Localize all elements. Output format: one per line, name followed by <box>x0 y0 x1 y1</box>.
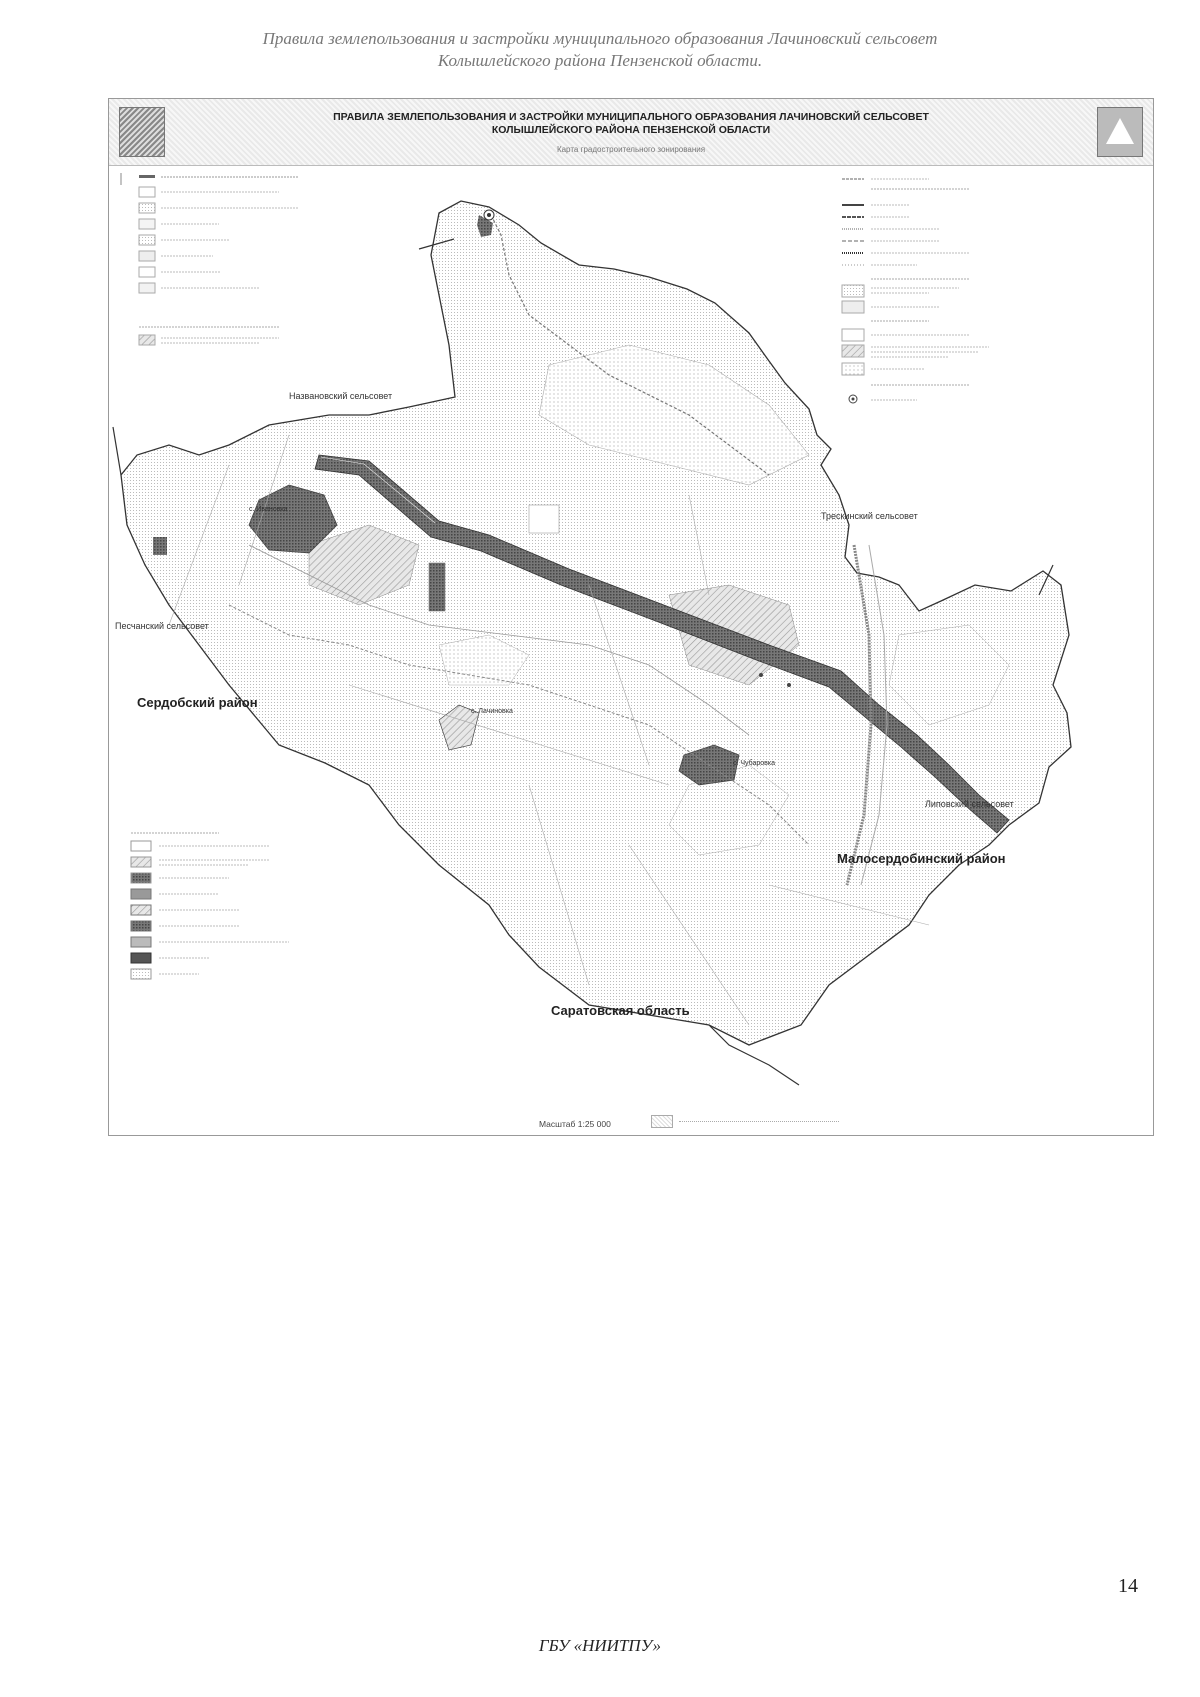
settlement-label-3: с. Чубаровка <box>733 760 775 767</box>
zoning-map <box>108 98 1154 1136</box>
map-title-line-1: ПРАВИЛА ЗЕМЛЕПОЛЬЗОВАНИЯ И ЗАСТРОЙКИ МУНИЦИПАЛЬНОГО ОБРАЗОВАНИЯ ЛАЧИНОВСКИЙ СЕЛЬСОВЕТ <box>333 111 929 123</box>
scale-legend-swatch <box>651 1115 673 1128</box>
label-southeast-sovet: Липовский сельсовет <box>925 799 1014 809</box>
map-subtitle: Карта градостроительного зонирования <box>556 145 706 154</box>
label-malosedobinsky-district: Малосердобинский район <box>837 851 1006 866</box>
label-saratov-region: Саратовская область <box>551 1003 690 1018</box>
legend-right <box>842 179 989 403</box>
map-title-line-2: КОЛЫШЛЕЙСКОГО РАЙОНА ПЕНЗЕНСКОЙ ОБЛАСТИ <box>491 124 771 136</box>
header-line-1: Правила землепользования и застройки муниципального образования Лачиновский сельсовет <box>262 29 938 48</box>
map-drawing <box>109 165 1153 1135</box>
document-header <box>0 28 1200 72</box>
header-line-2: Колышлейского района Пензенской области. <box>437 51 763 70</box>
legend-bottom-left <box>131 833 289 979</box>
settlement-label-2: с. Лачиновка <box>471 708 513 715</box>
map-title-band <box>109 99 1153 166</box>
page-number: 14 <box>1118 1575 1138 1597</box>
document-footer: ГБУ «НИИТПУ» <box>538 1636 662 1655</box>
label-west-sovet: Песчанский сельсовет <box>115 621 209 631</box>
label-serdobsky-district: Сердобский район <box>137 695 258 710</box>
legend-left-top <box>121 173 299 345</box>
settlement-label-1: с. Ивановка <box>249 506 288 513</box>
map-scale: Масштаб 1:25 000 <box>539 1119 611 1129</box>
label-north-sovet: Названовский сельсовет <box>289 391 393 401</box>
scale-legend-note <box>679 1118 839 1122</box>
municipal-territory <box>113 201 1071 1085</box>
label-east-sovet: Трескинский сельсовет <box>821 511 918 521</box>
